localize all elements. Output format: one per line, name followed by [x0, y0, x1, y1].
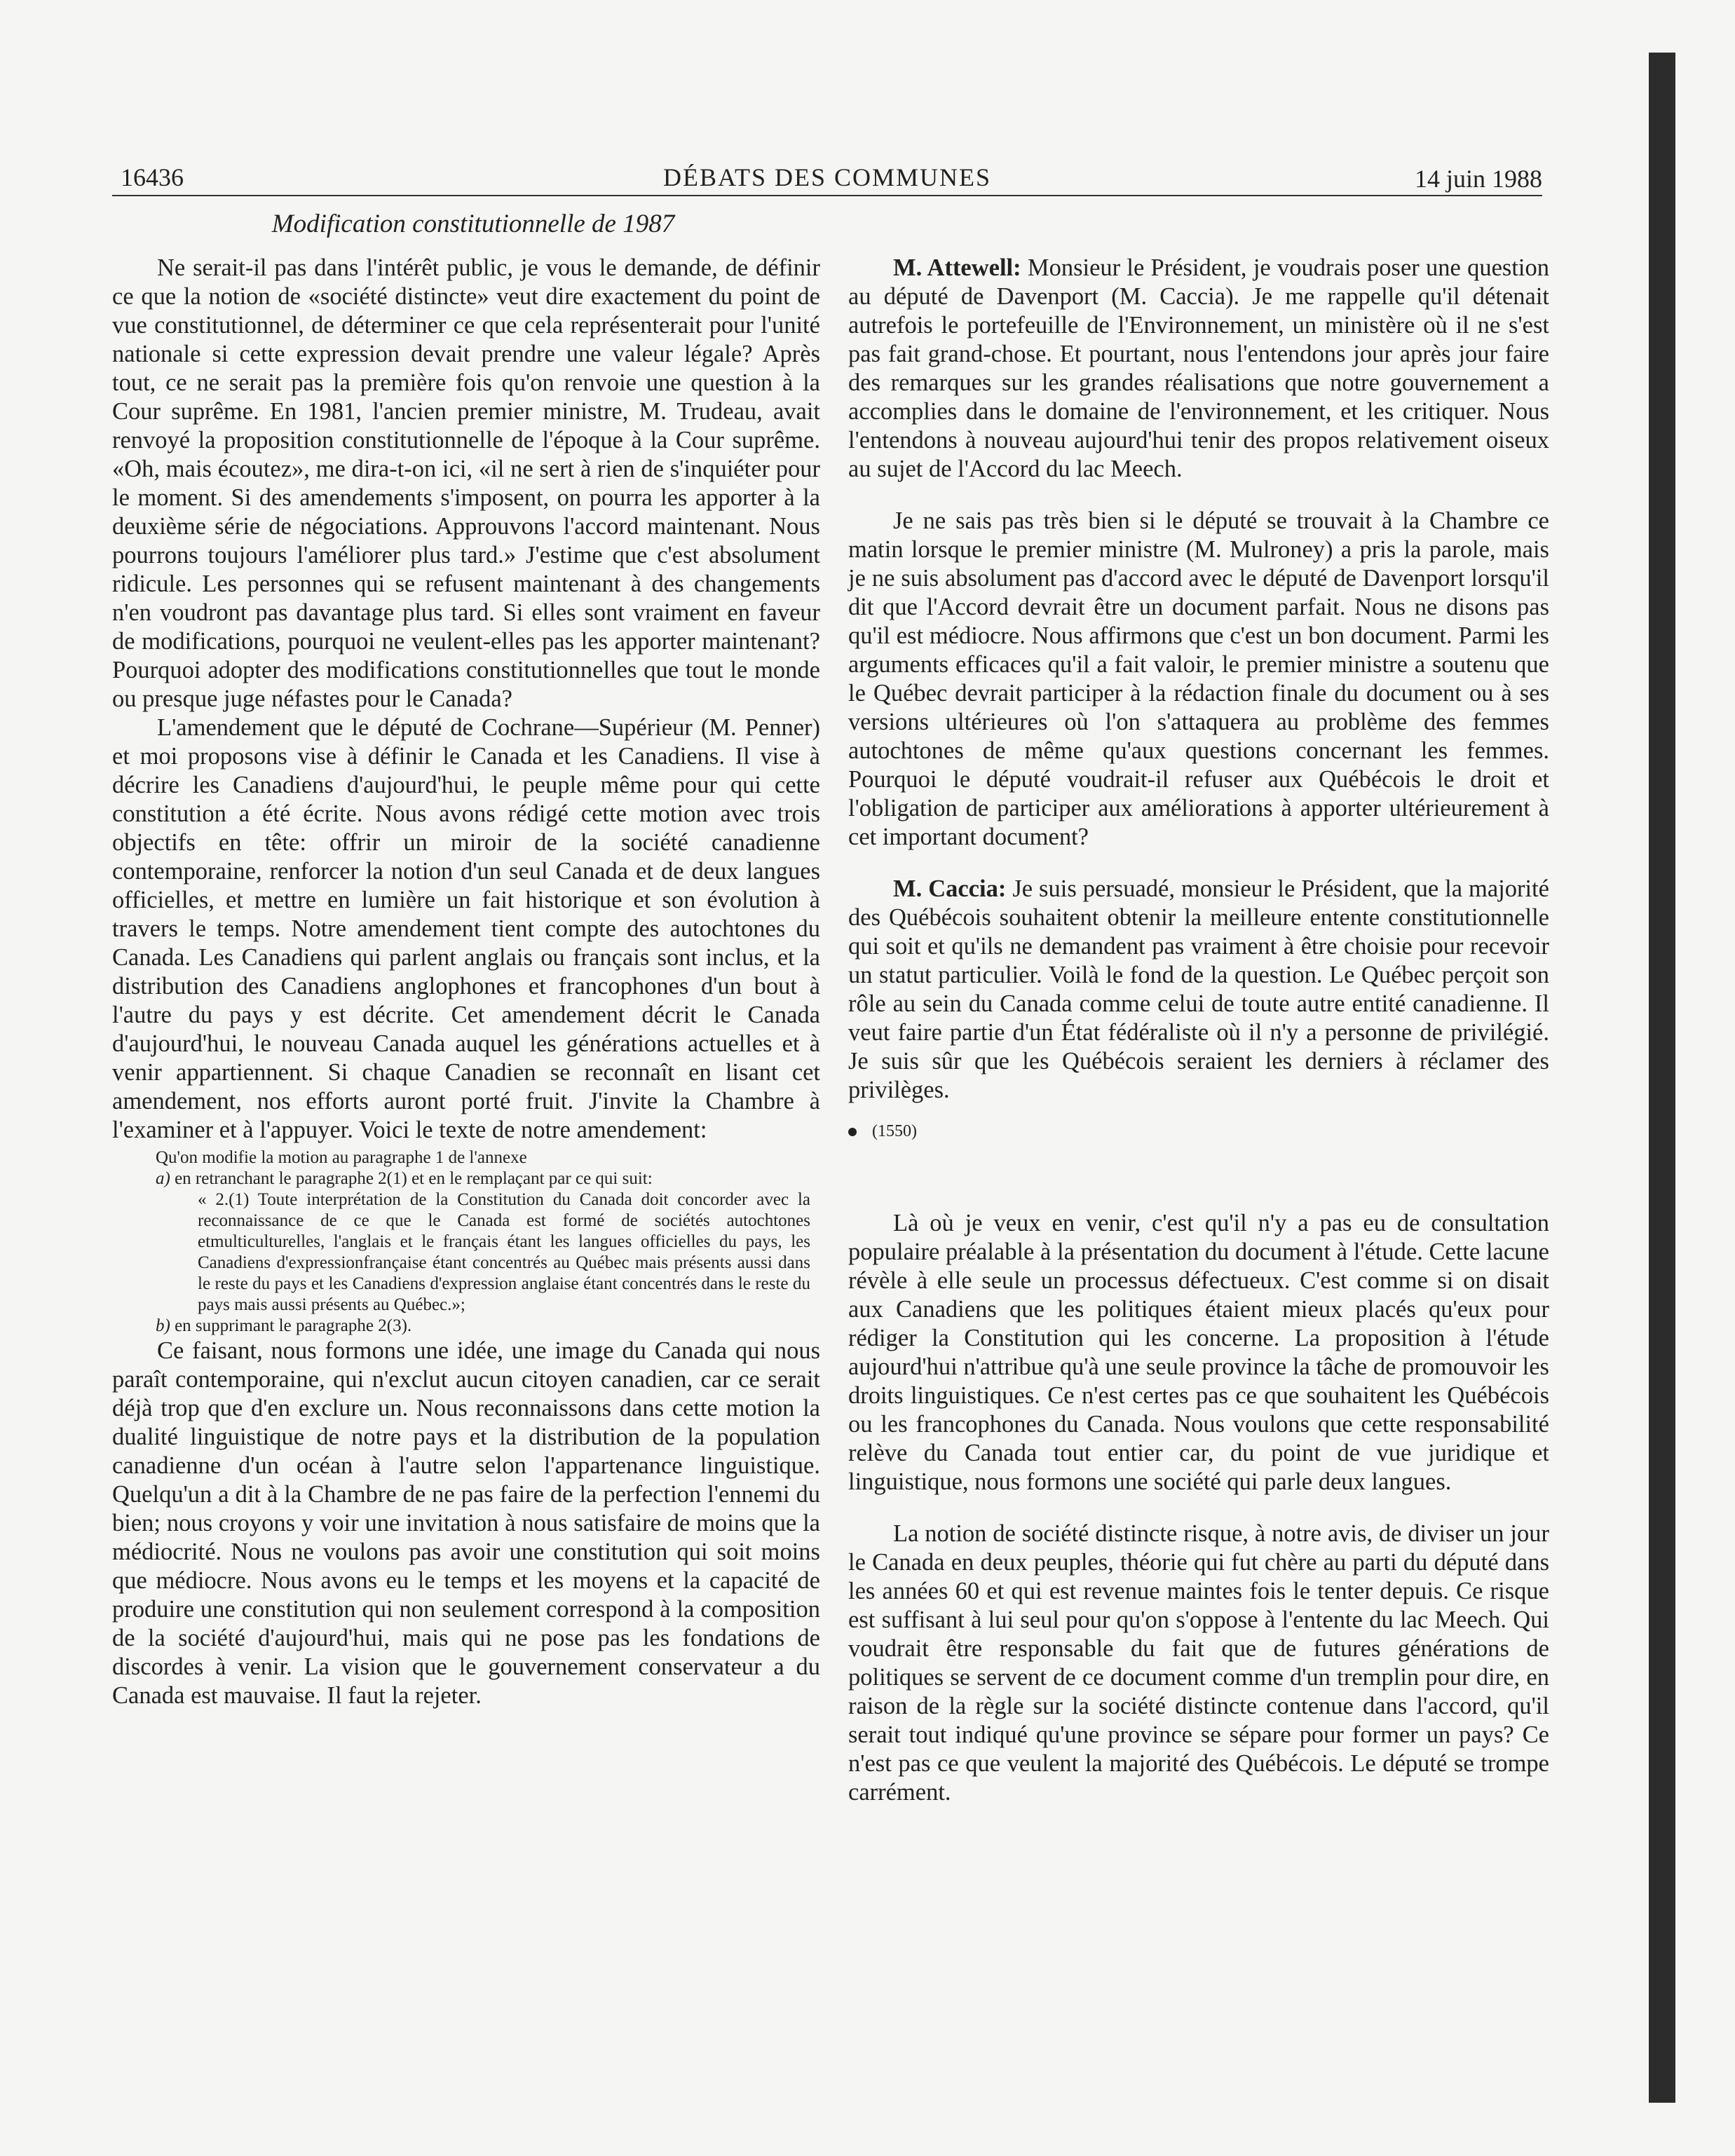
page-date: 14 juin 1988 [1414, 165, 1542, 193]
timestamp: (1550) [872, 1122, 917, 1140]
amendment-text [112, 1147, 820, 1337]
item-letter: a) [156, 1169, 170, 1188]
page-number: 16436 [121, 163, 184, 191]
item-letter: b) [156, 1316, 170, 1335]
right-column [848, 254, 1549, 1807]
amendment-intro: Qu'on modifie la motion au paragraphe 1 de l'annexe [156, 1148, 527, 1167]
bullet-icon [848, 1128, 857, 1136]
paragraph: L'amendement que le député de Cochrane—Supérieur (M. Penner) et moi proposons vise à définir le Canada et les Canadiens. Il vise à décrire les Canadiens d'aujourd'hui, le peuple même pour qui cette constitution a été écrite. Nous avons rédigé cette motion avec trois objectifs en tête: offrir un miroir de la société canadienne contemporaine, renforcer la notion d'un seul Canada et de deux langues officielles, et mettre en lumière un fait historique et son évolution à travers le temps. Notre amendement tient compte des autochtones du Canada. Les Canadiens qui parlent anglais ou français sont inclus, et la distribution des Canadiens anglophones et francophones d'un bout à l'autre du pays y est décrite. Cet amendement décrit le Canada d'aujourd'hui, le nouveau Canada auquel les générations actuelles et à venir appartiennent. Si chaque Canadien se reconnaît en lisant cet amendement, nos efforts auront porté fruit. J'invite la Chambre à l'examiner et à l'appuyer. Voici le texte de notre amendement: [112, 714, 820, 1143]
item-text: en supprimant le paragraphe 2(3). [170, 1316, 412, 1335]
paragraph: Ne serait-il pas dans l'intérêt public, je vous le demande, de définir ce que la notion de «société distincte» veut dire exactement du point de vue constitutionnel, de déterminer ce que cela représenterait pour l'unité nationale si cette expression devait prendre une valeur légale? Après tout, ce ne serait pas la première fois qu'on renvoie une question à la Cour suprême. En 1981, l'ancien premier ministre, M. Trudeau, avait renvoyé la proposition constitutionnelle de l'époque à la Cour suprême. «Oh, mais écoutez», me dira-t-on ici, «il ne sert à rien de s'inquiéter pour le moment. Si des amendements s'imposent, on pourra les apporter à la deuxième série de négociations. Approuvons l'accord maintenant. Nous pourrons toujours l'améliorer plus tard.» J'estime que c'est absolument ridicule. Les personnes qui se refusent maintenant à des changements n'en voudront pas davantage plus tard. Si elles sont vraiment en faveur de modifications, pourquoi ne veulent-elles pas les apporter maintenant? Pourquoi adopter des modifications constitutionnelles que tout le monde ou presque juge néfastes pour le Canada? [112, 254, 820, 712]
paragraph: Je ne sais pas très bien si le député se trouvait à la Chambre ce matin lorsque le premier ministre (M. Mulroney) a pris la parole, mais je ne suis absolument pas d'accord avec le député de Davenport lorsqu'il dit que l'Accord devrait être un document parfait. Nous ne disons pas qu'il est médiocre. Nous affirmons que c'est un bon document. Parmi les arguments efficaces qu'il a fait valoir, le premier ministre a soutenu que le Québec devrait participer à la rédaction finale du document ou à ses versions ultérieures où l'on s'attaquera au problème des femmes autochtones de même qu'aux questions concernant les femmes. Pourquoi le député voudrait-il refuser aux Québécois le droit et l'obligation de participer aux améliorations à apporter ultérieurement à cet important document? [848, 507, 1549, 850]
section-subtitle: Modification constitutionnelle de 1987 [271, 210, 675, 238]
scan-edge [1649, 53, 1675, 2103]
paragraph [848, 254, 1549, 484]
page-header [112, 160, 1542, 196]
item-text: en retranchant le paragraphe 2(1) et en le remplaçant par ce qui suit: [170, 1169, 653, 1188]
timestamp-marker [848, 1117, 1549, 1146]
paragraph [848, 875, 1549, 1105]
amendment-item-a [156, 1168, 820, 1189]
left-column [112, 254, 820, 1710]
paragraph: La notion de société distincte risque, à notre avis, de diviser un jour le Canada en deux peuples, théorie qui fut chère au parti du député dans les années 60 et qui est revenue maintes fois le tenter depuis. Ce risque est suffisant à lui seul pour qu'on s'oppose à l'entente du lac Meech. Qui voudrait être responsable du fait que de futures générations de politiques se servent de ce document comme d'un tremplin pour dire, en raison de la règle sur la société distincte contenue dans l'accord, qu'il serait tout indiqué qu'une province se sépare pour former un pays? Ce n'est pas ce que veulent la majorité des Québécois. Le député se trompe carrément. [848, 1520, 1549, 1806]
speaker-name: M. Caccia: [893, 875, 1007, 902]
paragraph: Ce faisant, nous formons une idée, une image du Canada qui nous paraît contemporaine, qui n'exclut aucun citoyen canadien, car ce serait déjà trop que d'en exclure un. Nous reconnaissons dans cette motion la dualité linguistique de notre pays et la distribution de la population canadienne d'un océan à l'autre selon l'appartenance linguistique. Quelqu'un a dit à la Chambre de ne pas faire de la perfection l'ennemi du bien; nous croyons y voir une invitation à nous satisfaire de moins que la médiocrité. Nous ne voulons pas avoir une constitution qui soit moins que médiocre. Nous avons eu le temps et les moyens et la capacité de produire une constitution qui non seulement correspond à la composition de la société d'aujourd'hui, mais qui ne pose pas les fondations de discordes à venir. La vision que le gouvernement conservateur a du Canada est mauvaise. Il faut la rejeter. [112, 1337, 820, 1709]
speech-text: Monsieur le Président, je voudrais poser une question au député de Davenport (M. Caccia). Je me rappelle qu'il détenait autrefois le portefeuille de l'Environnement, un ministère où il ne s'est pas fait grand-chose. Et pourtant, nous l'entendons jour après jour faire des remarques sur les grandes réalisations que notre gouvernement a accomplies dans le domaine de l'environnement, et les critiquer. Nous l'entendons à nouveau aujourd'hui tenir des propos relativement oiseux au sujet de l'Accord du lac Meech. [848, 254, 1549, 482]
amendment-item-b [156, 1316, 820, 1337]
speech-text: Je suis persuadé, monsieur le Président, que la majorité des Québécois souhaitent obtenir la meilleure entente constitutionnelle qui soit et qu'ils ne demandent pas vraiment à être choisie pour recevoir un statut particulier. Voilà le fond de la question. Le Québec perçoit son rôle au sein du Canada comme celui de toute autre entité canadienne. Il veut faire partie d'un État fédéraliste où il n'y a personne de privilégié. Je suis sûr que les Québécois seraient les derniers à réclamer des privilèges. [848, 875, 1549, 1103]
speaker-name: M. Attewell: [893, 254, 1021, 281]
paragraph: Là où je veux en venir, c'est qu'il n'y a pas eu de consultation populaire préalable à la présentation du document à l'étude. Cette lacune révèle à elle seule un processus défectueux. C'est comme si on disait aux Canadiens que les politiques étaient mieux placés qu'eux pour rédiger la Constitution qui les concerne. La proposition à l'étude aujourd'hui n'attribue qu'à une seule province la tâche de promouvoir les droits linguistiques. Ce n'est certes pas ce que souhaitent les Québécois ou les francophones du Canada. Nous voulons que cette responsabilité relève du Canada tout entier car, du point de vue juridique et linguistique, nous formons une société qui parle deux langues. [848, 1210, 1549, 1495]
amendment-quote: « 2.(1) Toute interprétation de la Constitution du Canada doit concorder avec la reconnaissance de ce que le Canada est formé de sociétés autochtones etmulticulturelles, l'anglais et le français étant les langues officielles du pays, les Canadiens d'expressionfrançaise étant concentrés au Québec mais présents aussi dans le reste du pays et les Canadiens d'expression anglaise étant concentrés dans le reste du pays mais aussi présents au Québec.»; [198, 1190, 810, 1314]
publication-title: DÉBATS DES COMMUNES [662, 163, 992, 191]
